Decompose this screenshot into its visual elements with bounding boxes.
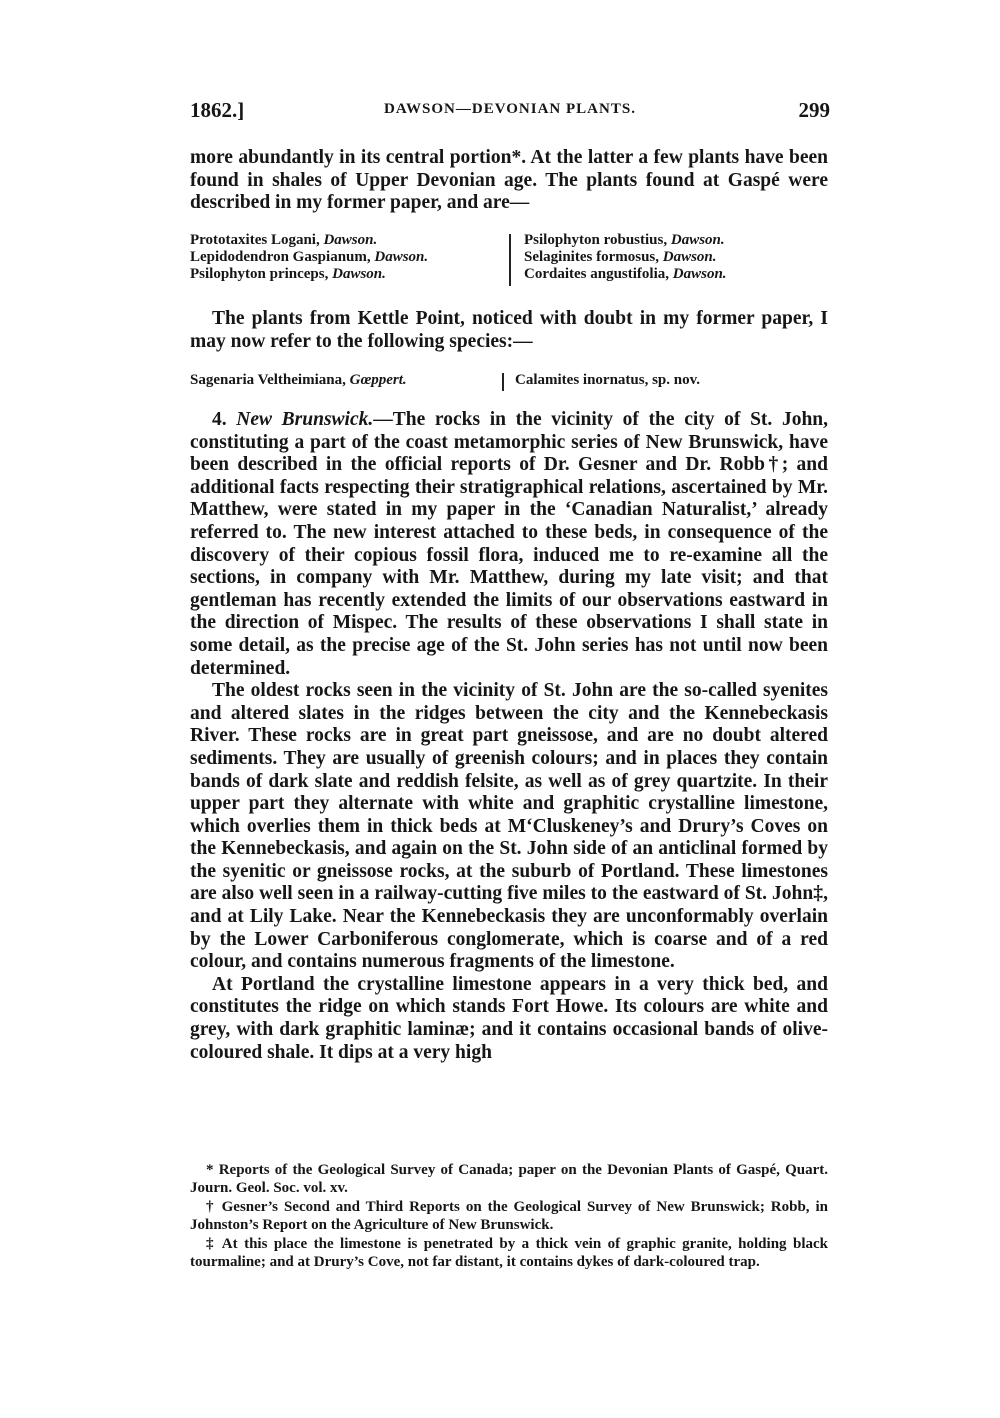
header-title: DAWSON—DEVONIAN PLANTS. <box>384 101 636 117</box>
intro-block <box>190 147 828 215</box>
species-entry: Selaginites formosus, Dawson. <box>524 249 717 265</box>
section-4-paragraph <box>190 409 828 680</box>
species-entry: Psilophyton robustius, Dawson. <box>524 232 725 248</box>
column-divider <box>509 234 511 286</box>
kettle-point-block <box>190 308 828 353</box>
page-number: 299 <box>798 98 830 122</box>
section-body: —The rocks in the vicinity of the city of St. John, constituting a part of the coast metamorphic series of New Brunswick, have been described in the official reports of Dr. Gesner and Dr. Robb†; and additional facts respecting their stratigraphical relations, ascertained by Mr. Matthew, were stated in my paper in the ‘Canadian Naturalist,’ already referred to. The new interest attached to these beds, in consequence of the discovery of their copious fossil flora, induced me to re-examine all the sections, in company with Mr. Matthew, during my late visit; and that gentleman has recently extended the limits of our observations eastward in the direction of Mispec. The results of these observations I shall state in some detail, as the precise age of the St. John series has not until now been determined. <box>190 409 829 679</box>
footnote: * Reports of the Geological Survey of Canada; paper on the Devonian Plants of Gaspé, Quart. Journ. Geol. Soc. vol. xv. <box>190 1162 828 1196</box>
main-body <box>190 409 828 1064</box>
footnote: ‡ At this place the limestone is penetrated by a thick vein of graphic granite, holding black tourmaline; and at Drury’s Cove, not far distant, it contains dykes of dark-coloured trap. <box>190 1236 828 1270</box>
species-entry: Lepidodendron Gaspianum, Dawson. <box>190 249 429 265</box>
section-heading: New Brunswick. <box>236 409 374 430</box>
portland-paragraph: At Portland the crystalline limestone appears in a very thick bed, and constitutes the ridge on which stands Fort Howe. Its colours are white and grey, with dark graphitic laminæ; and it contains occasional bands of olive-coloured shale. It dips at a very high <box>190 973 828 1063</box>
section-number: 4. <box>212 409 227 430</box>
species-entry: Prototaxites Logani, Dawson. <box>190 232 378 248</box>
species-entry: Calamites inornatus, sp. nov. <box>515 372 701 388</box>
running-head <box>190 98 830 128</box>
kettle-species-left <box>190 372 407 389</box>
intro-paragraph: more abundantly in its central portion*. At the latter a few plants have been found in shales of Upper Devonian age. The plants found at Gaspé were described in my former paper, and are— <box>190 147 828 214</box>
kettle-species-list <box>190 372 830 390</box>
gaspe-species-list <box>190 232 830 286</box>
footnotes <box>190 1162 828 1273</box>
species-entry: Cordaites angustifolia, Dawson. <box>524 266 727 282</box>
column-divider <box>502 373 504 391</box>
gaspe-species-right <box>524 232 727 283</box>
species-entry: Sagenaria Veltheimiana, Gœppert. <box>190 372 407 388</box>
kettle-species-right <box>515 372 700 389</box>
species-entry: Psilophyton princeps, Dawson. <box>190 266 386 282</box>
gaspe-species-left <box>190 232 428 283</box>
oldest-rocks-paragraph: The oldest rocks seen in the vicinity of St. John are the so-called syenites and altered slates in the ridges between the city and the Kennebeckasis River. These rocks are in great part gneissose, and are no doubt altered sediments. They are usually of greenish colours; and in places they contain bands of dark slate and reddish felsite, as well as of grey quartzite. In their upper part they alternate with white and graphitic crystalline limestone, which overlies them in thick beds at M‘Cluskeney’s and Drury’s Coves on the Kennebeckasis, and again on the St. John side of an anticlinal formed by the syenitic or gneissose rocks, at the suburb of Portland. These limestones are also well seen in a railway-cutting five miles to the eastward of St. John‡, and at Lily Lake. Near the Kennebeckasis they are unconformably overlain by the Lower Carboniferous conglomerate, which is coarse and of a red colour, and contains numerous fragments of the limestone. <box>190 680 828 973</box>
footnote: † Gesner’s Second and Third Reports on the Geological Survey of New Brunswick; Robb, in Johnston’s Report on the Agriculture of New Brunswick. <box>190 1199 828 1233</box>
kettle-point-paragraph: The plants from Kettle Point, noticed with doubt in my former paper, I may now refer to the following species:— <box>190 308 828 352</box>
header-year: 1862.] <box>190 98 245 122</box>
